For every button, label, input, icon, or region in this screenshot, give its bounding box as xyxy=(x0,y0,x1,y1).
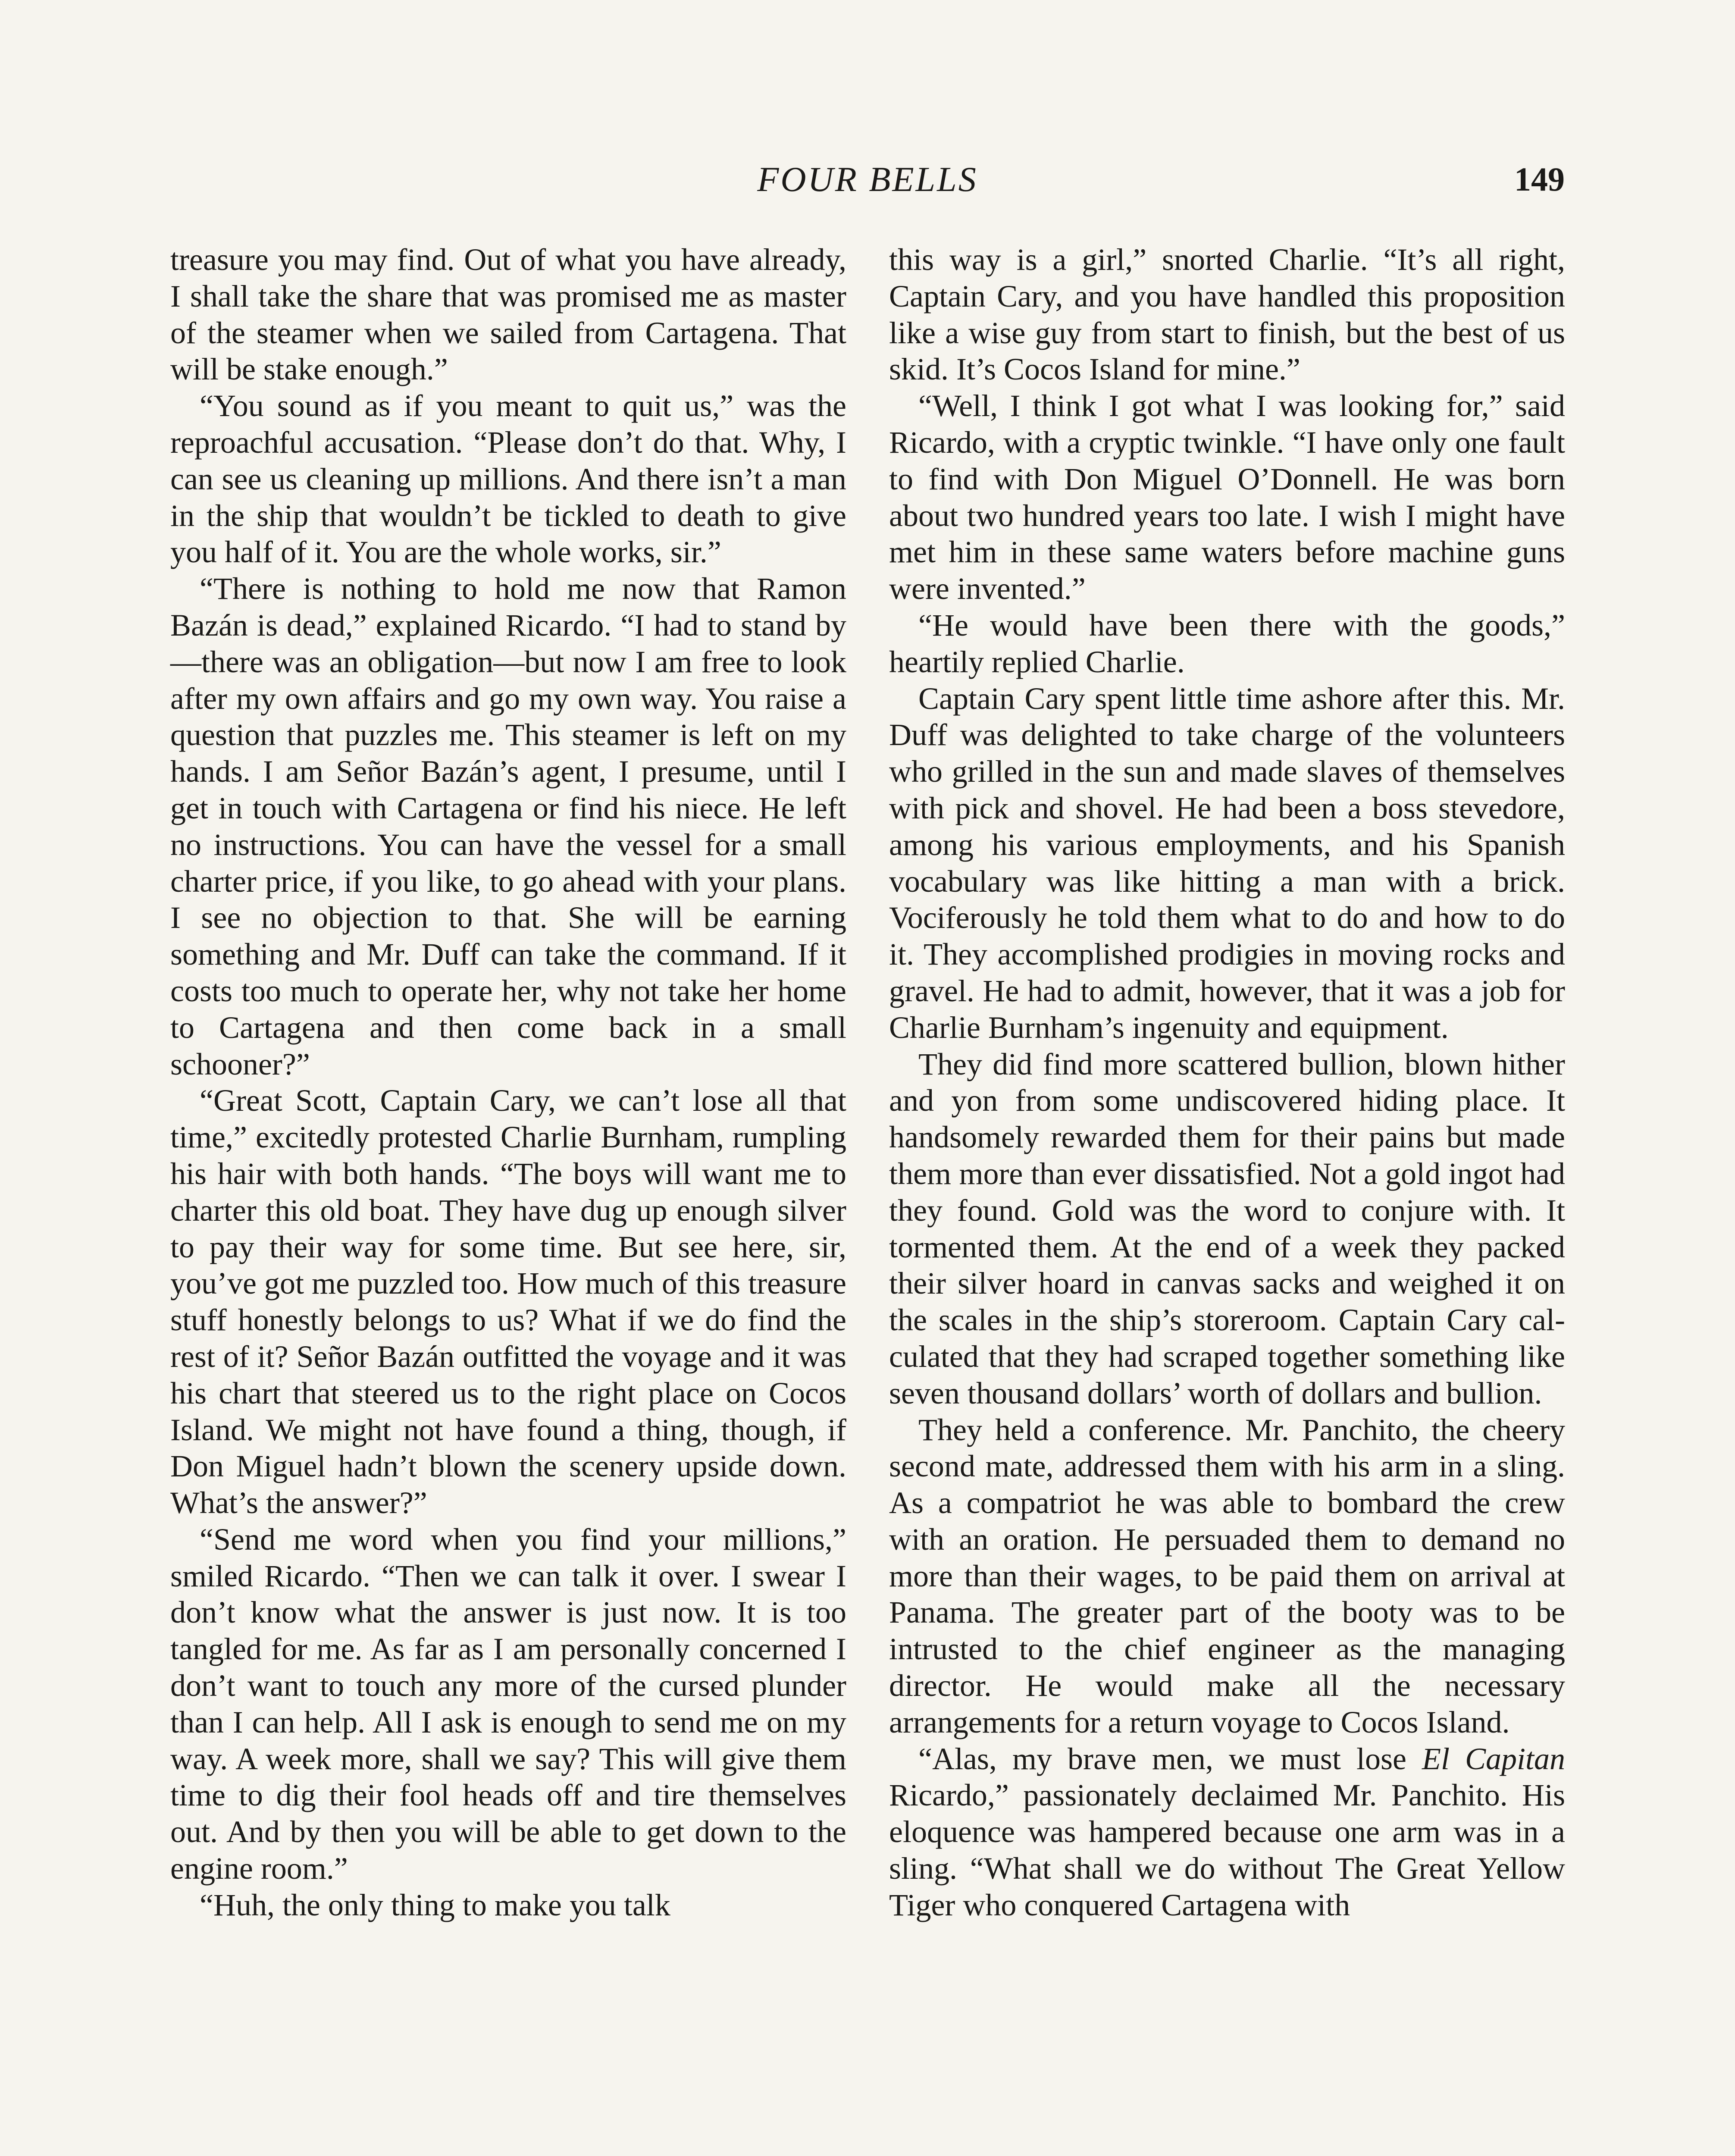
paragraph: They held a conference. Mr. Panchito, the cheery second mate, addressed them with his arm in a sling. As a compatriot he was able to bombard the crew with an oration. He persuaded them to demand no more than their wages, to be paid them on arrival at Panama. The greater part of the booty was to be intrusted to the chief engineer as the managing director. He would make all the necessary arrangements for a return voyage to Cocos Island. xyxy=(889,1412,1565,1739)
paragraph: “Great Scott, Captain Cary, we can’t lose all that time,” excitedly protested Charlie Burnham, rumpling his hair with both hands. “The boys will want me to charter this old boat. They have dug up enough silver to pay their way for some time. But see here, sir, you’ve got me puzzled too. How much of this treasure stuff honestly belongs to us? What if we do find the rest of it? Señor Bazán outfitted the voyage and it was his chart that steered us to the right place on Cocos Island. We might not have found a thing, though, if Don Miguel hadn’t blown the scenery upside down. What’s the answer?” xyxy=(170,1083,846,1520)
paragraph-text: Ricardo,” passionately declaimed Mr. Panchito. His eloquence was hampered because one arm was in a sling. “What shall we do without The Great Yellow Tiger who conquered Cartagena with xyxy=(889,1778,1565,1922)
paragraph: “Send me word when you find your millions,” smiled Ricardo. “Then we can talk it over. I swear I don’t know what the answer is just now. It is too tangled for me. As far as I am personally concerned I don’t want to touch any more of the cursed plunder than I can help. All I ask is enough to send me on my way. A week more, shall we say? This will give them time to dig their fool heads off and tire themselves out. And by then you will be able to get down to the engine room.” xyxy=(170,1522,846,1886)
paragraph: They did find more scattered bullion, blown hither and yon from some undiscovered hiding place. It handsomely rewarded them for their pains but made them more than ever dissatisfied. Not a gold ingot had they found. Gold was the word to conjure with. It tormented them. At the end of a week they packed their silver hoard in canvas sacks and weighed it on the scales in the ship’s storeroom. Captain Cary calculated that they had scraped together something like seven thousand dollars’ worth of dollars and bullion. xyxy=(889,1047,1565,1410)
paragraph: “He would have been there with the goods,” heartily replied Charlie. xyxy=(889,608,1565,679)
running-head-title: FOUR BELLS xyxy=(757,160,978,199)
paragraph: Captain Cary spent little time ashore after this. Mr. Duff was delighted to take charge of the volunteers who grilled in the sun and made slaves of themselves with pick and shovel. He had been a boss stevedore, among his various employments, and his Spanish vocabulary was like hitting a man with a brick. Vociferously he told them what to do and how to do it. They accomplished prodigies in moving rocks and gravel. He had to admit, however, that it was a job for Charlie Burnham’s ingenuity and equipment. xyxy=(889,681,1565,1045)
left-text-column xyxy=(170,241,846,1924)
paragraph: this way is a girl,” snorted Charlie. “It’s all right, Captain Cary, and you have handled this proposition like a wise guy from start to finish, but the best of us skid. It’s Cocos Island for mine.” xyxy=(889,242,1565,387)
right-text-column xyxy=(889,241,1565,1924)
paragraph: “Huh, the only thing to make you talk xyxy=(200,1887,670,1922)
page-number: 149 xyxy=(1514,160,1565,198)
paragraph: “There is nothing to hold me now that Ramon Bazán is dead,” explained Ricardo. “I had to stand by—there was an obligation—but now I am free to look after my own affairs and go my own way. You raise a question that puzzles me. This steamer is left on my hands. I am Señor Bazán’s agent, I presume, until I get in touch with Cartagena or find his niece. He left no instructions. You can have the vessel for a small charter price, if you like, to go ahead with your plans. I see no objection to that. She will be earning something and Mr. Duff can take the command. If it costs too much to operate her, why not take her home to Cartagena and then come back in a small schooner?” xyxy=(170,571,846,1081)
paragraph-text: “Alas, my brave men, we must lose xyxy=(918,1741,1422,1776)
paragraph: “Well, I think I got what I was looking for,” said Ricardo, with a cryptic twinkle. “I have only one fault to find with Don Miguel O’Donnell. He was born about two hundred years too late. I wish I might have met him in these same waters before machine guns were invented.” xyxy=(889,389,1565,606)
italic-phrase: El Capitan xyxy=(1422,1741,1566,1776)
paragraph: “You sound as if you meant to quit us,” was the reproachful accusation. “Please don’t do that. Why, I can see us cleaning up millions. And there isn’t a man in the ship that wouldn’t be tickled to death to give you half of it. You are the whole works, sir.” xyxy=(170,389,846,570)
paragraph: treasure you may find. Out of what you have already, I shall take the share that was promised me as master of the steamer when we sailed from Cartagena. That will be stake enough.” xyxy=(170,242,846,387)
paragraph xyxy=(889,1741,1565,1924)
